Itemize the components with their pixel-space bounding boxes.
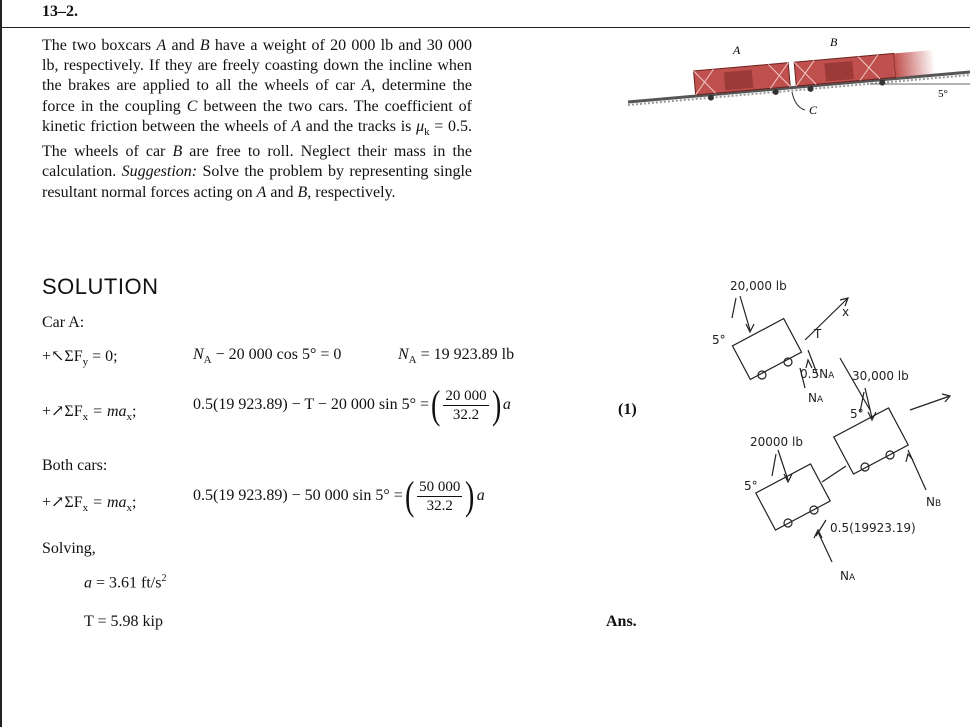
svg-text:5°: 5° [938,88,948,100]
car-a-label: Car A: [42,314,85,331]
svg-text:20,000 lb: 20,000 lb [730,279,787,293]
svg-text:5°: 5° [712,333,726,347]
answer-tension: T = 5.98 kip [84,613,163,630]
fbd-car-a [732,296,870,410]
solving-label: Solving, [42,540,96,557]
eq1-label: $+↖\Sigma F_y = 0$; [42,348,118,369]
svg-text:NB: NB [926,495,942,509]
free-body-diagrams [700,270,970,590]
svg-text:C: C [809,103,818,117]
eq2-tag: (1) [618,401,637,418]
svg-text:B: B [830,35,838,49]
svg-text:T: T [814,327,822,341]
svg-text:A: A [733,43,741,57]
eq1-result: $N_A = 19$ 923.89 lb [398,346,515,367]
problem-number: 13–2. [42,3,78,20]
eq3-body: 0.5(19 923.89) − 50 000 sin 5° =( $\frac{50 000}{32.2}$ ) a [193,473,485,518]
svg-text:0.5(19923.19): 0.5(19923.19) [830,521,916,535]
svg-text:5°: 5° [744,479,758,493]
svg-text:20000 lb: 20000 lb [750,435,803,449]
svg-text:5°: 5° [850,407,864,421]
top-border [0,27,970,28]
eq2-label: $+↗\Sigma F_x = ma_x$; [42,403,137,424]
both-cars-label: Both cars: [42,457,108,474]
svg-text:x: x [842,305,850,319]
eq1-body: $N_A - 20$ 000 cos 5° = 0 [193,346,342,367]
svg-text:0.5NA: 0.5NA [800,367,835,381]
left-border [0,0,2,727]
eq3-label: $+↗\Sigma F_x = ma_x$; [42,494,137,515]
answer-label: Ans. [606,613,637,630]
problem-statement: The two boxcars A and B have a weight of 20 000 lb and 30 000 lb, respectively. If they are freely coasting down the incline when the brakes are applied to all the wheels of car A, determine the force in the coupling C between the two cars. The coefficient of kinetic friction between the wheels of A and the tracks is $\mu_k = 0.5$. The wheels of car B are free to roll. Neglect their mass in the calculation. Suggestion: Solve the problem by representing single resultant normal forces acting on A and B, respectively. [42,37,473,201]
solution-heading: SOLUTION [42,274,159,299]
svg-text:NA: NA [808,391,824,405]
eq2-body: 0.5(19 923.89) − T − 20 000 sin 5° =( $\frac{20 000}{32.2}$ ) a [193,382,511,427]
boxcars-figure [620,32,970,122]
svg-text:NA: NA [840,569,856,583]
svg-text:30,000 lb: 30,000 lb [852,369,909,383]
answer-acceleration: a = 3.61 $ft/s^2$ [84,573,167,592]
